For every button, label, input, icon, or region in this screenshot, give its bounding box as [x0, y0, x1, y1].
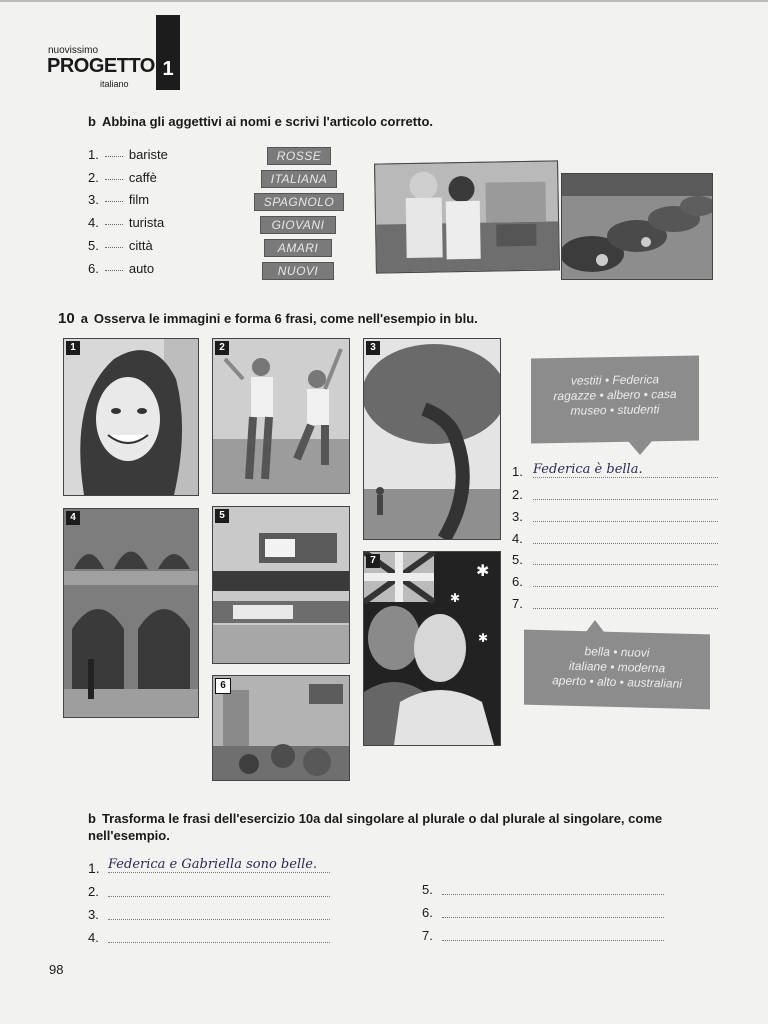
answer-blank[interactable]: [105, 156, 123, 157]
top-rule: [0, 0, 768, 2]
bubble-line: aperto • alto • australiani: [552, 673, 682, 691]
answer-rule[interactable]: [442, 917, 664, 918]
line-number: 1.: [512, 464, 523, 479]
photo-1-woman: [63, 338, 199, 496]
ex10b-instruction: [88, 810, 688, 844]
ex9b-text: Abbina gli aggettivi ai nomi e scrivi l'articolo corretto.: [101, 114, 434, 129]
photo-number: 7: [366, 554, 380, 568]
answer-rule[interactable]: [533, 564, 718, 565]
answer-rule[interactable]: [533, 608, 718, 609]
ex9b-label: b: [88, 114, 96, 129]
ex10a-text: Osserva le immagini e forma 6 frasi, come nell'esempio in blu.: [93, 311, 478, 326]
adjective-tag[interactable]: SPAGNOLO: [254, 193, 344, 211]
couple-illustration: [364, 552, 500, 745]
answer-blank[interactable]: [105, 247, 123, 248]
list-item[interactable]: [88, 170, 157, 185]
answer-line[interactable]: [512, 509, 523, 524]
answer-line[interactable]: [88, 907, 99, 922]
star-icon: ✱: [476, 563, 490, 580]
answer-rule[interactable]: [108, 919, 330, 920]
item-number: 5.: [88, 238, 99, 253]
answer-rule[interactable]: [442, 894, 664, 895]
list-item[interactable]: [88, 192, 149, 207]
photo-number: 1: [66, 341, 80, 355]
answer-line[interactable]: [88, 860, 100, 876]
girls-illustration: [213, 339, 349, 493]
line-number: 3.: [88, 907, 99, 922]
photo-5-house: [212, 506, 350, 664]
photo-number: 2: [215, 341, 229, 355]
ex10b-label: b: [88, 811, 96, 826]
bubble-line: bella • nuovi: [584, 644, 650, 660]
room-illustration: [213, 676, 349, 780]
answer-line[interactable]: [512, 596, 523, 611]
photo-number: 6: [215, 678, 231, 694]
list-item[interactable]: [88, 147, 168, 162]
photo-baristas: [374, 160, 560, 273]
item-noun: film: [128, 192, 150, 207]
item-noun: caffè: [128, 170, 157, 185]
brand-title: PROGETTO: [47, 55, 155, 77]
answer-line[interactable]: [88, 884, 99, 899]
answer-line[interactable]: [512, 574, 523, 589]
museum-illustration: [64, 509, 198, 717]
answer-line[interactable]: [422, 905, 433, 920]
answer-line[interactable]: [422, 928, 433, 943]
adjective-tag[interactable]: NUOVI: [262, 262, 334, 280]
answer-rule[interactable]: [533, 521, 718, 522]
photo-4-museum: [63, 508, 199, 718]
line-number: 1.: [88, 860, 100, 876]
tree-illustration: [364, 339, 500, 539]
brand-small: nuovissimo: [48, 45, 99, 56]
answer-rule[interactable]: [108, 872, 330, 873]
ex9b-instruction: [88, 114, 433, 129]
photo-2-girls: [212, 338, 350, 494]
photo-number: 4: [66, 511, 80, 525]
answer-rule[interactable]: [533, 499, 718, 500]
line-number: 7.: [512, 596, 523, 611]
answer-rule[interactable]: [108, 942, 330, 943]
line-number: 3.: [512, 509, 523, 524]
line-number: 7.: [422, 928, 433, 943]
star-icon: ✱: [478, 631, 489, 645]
answer-line[interactable]: [88, 930, 99, 945]
nouns-bubble: [531, 356, 699, 444]
answer-rule[interactable]: [442, 940, 664, 941]
woman-illustration: [64, 339, 198, 495]
item-number: 6.: [88, 261, 99, 276]
bubble-line: vestiti • Federica: [570, 372, 660, 388]
photo-6-room: [212, 675, 350, 781]
line-number: 4.: [512, 531, 523, 546]
page-number: 98: [49, 962, 64, 977]
answer-rule[interactable]: [108, 896, 330, 897]
answer-line[interactable]: [512, 487, 523, 502]
adjectives-bubble: [524, 630, 710, 710]
ex10-number: 10: [58, 310, 75, 327]
photo-7-couple: [363, 551, 501, 746]
ex10b-text-1: Trasforma le frasi dell'esercizio 10a dal singolare al plurale o dal plurale al singolare, come: [101, 811, 663, 826]
answer-blank[interactable]: [105, 201, 123, 202]
adjective-tag[interactable]: ROSSE: [267, 147, 331, 165]
baristas-illustration: [375, 161, 559, 272]
list-item[interactable]: [88, 238, 153, 253]
ex10a-label: a: [80, 311, 88, 326]
adjective-tag[interactable]: GIOVANI: [260, 216, 336, 234]
bubble-tail: [628, 441, 652, 455]
answer-blank[interactable]: [105, 179, 123, 180]
item-number: 2.: [88, 170, 99, 185]
bubble-line: museo • studenti: [570, 402, 660, 418]
brand-subtitle: italiano: [100, 79, 129, 89]
answer-line[interactable]: [512, 552, 523, 567]
example-answer: Federica è bella.: [533, 462, 643, 477]
line-number: 4.: [88, 930, 99, 945]
answer-blank[interactable]: [105, 224, 123, 225]
line-number: 5.: [422, 882, 433, 897]
answer-blank[interactable]: [105, 270, 123, 271]
bubble-line: ragazze • albero • casa: [553, 386, 677, 404]
cars-illustration: [562, 174, 712, 279]
answer-rule[interactable]: [533, 586, 718, 587]
star-icon: ✱: [450, 591, 461, 605]
answer-line[interactable]: [512, 531, 523, 546]
ex10b-text-2: nell'esempio.: [88, 828, 170, 843]
list-item[interactable]: [88, 261, 154, 276]
photo-number: 3: [366, 341, 380, 355]
item-noun: bariste: [128, 147, 168, 162]
photo-3-tree: [363, 338, 501, 540]
list-item[interactable]: [88, 215, 164, 230]
line-number: 5.: [512, 552, 523, 567]
line-number: 6.: [422, 905, 433, 920]
answer-rule[interactable]: [533, 543, 718, 544]
adjective-tag[interactable]: AMARI: [264, 239, 332, 257]
line-number: 2.: [88, 884, 99, 899]
unit-badge: 1: [156, 15, 180, 90]
answer-line[interactable]: [512, 464, 523, 479]
line-number: 2.: [512, 487, 523, 502]
item-noun: auto: [128, 261, 155, 276]
photo-number: 5: [215, 509, 229, 523]
photo-cars: [561, 173, 713, 280]
example-answer: Federica e Gabriella sono belle.: [108, 857, 318, 872]
item-noun: turista: [128, 215, 165, 230]
item-number: 3.: [88, 192, 99, 207]
answer-line[interactable]: [422, 882, 433, 897]
ex10a-instruction: [58, 310, 478, 327]
answer-rule[interactable]: [533, 477, 718, 478]
line-number: 6.: [512, 574, 523, 589]
house-illustration: [213, 507, 349, 663]
adjective-tag[interactable]: ITALIANA: [261, 170, 337, 188]
item-number: 4.: [88, 215, 99, 230]
item-noun: città: [128, 238, 153, 253]
bubble-line: italiane • moderna: [568, 658, 666, 676]
item-number: 1.: [88, 147, 99, 162]
